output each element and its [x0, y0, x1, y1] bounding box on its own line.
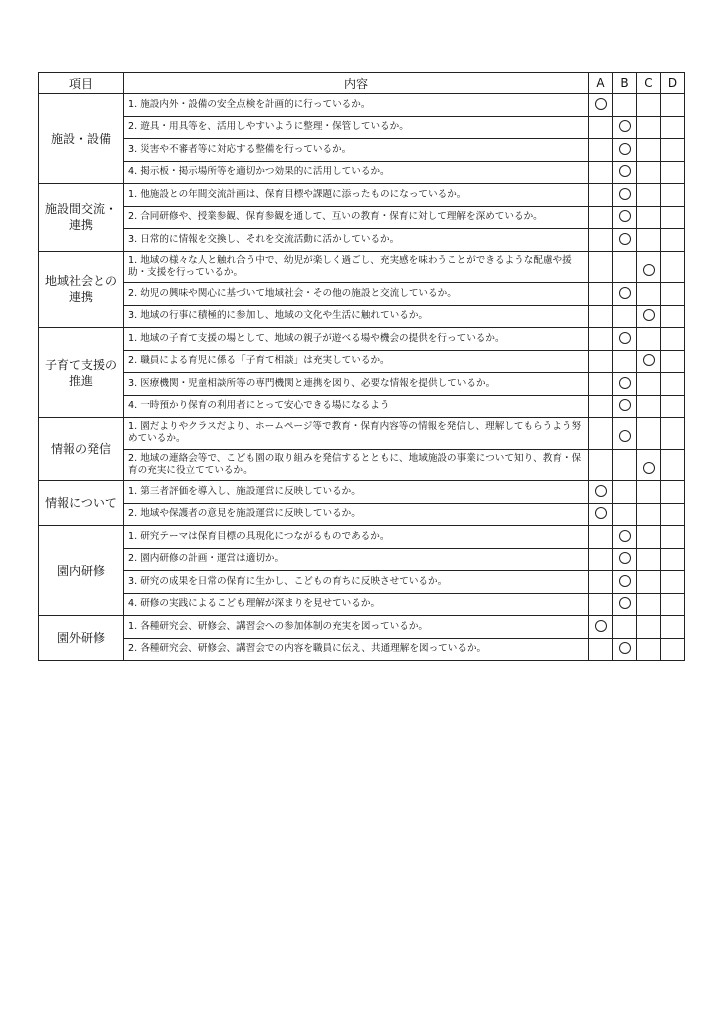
rating-cell-b [613, 229, 637, 252]
rating-cell-b [613, 206, 637, 229]
circle-mark-icon [619, 530, 631, 542]
table-row [39, 395, 685, 418]
rating-cell-c [637, 161, 661, 184]
rating-cell-c [637, 593, 661, 616]
criterion-text: 2. 地域の連絡会等で、こども園の取り組みを発信するとともに、地域施設の事業について知り、教育・保育の充実に役立てているか。 [124, 449, 589, 481]
rating-cell-d [661, 283, 685, 306]
rating-cell-b [613, 593, 637, 616]
rating-cell-a [589, 638, 613, 661]
rating-cell-a [589, 94, 613, 117]
header-b: B [613, 73, 637, 94]
header-item: 項目 [39, 73, 124, 94]
rating-cell-c [637, 571, 661, 594]
rating-cell-c [637, 481, 661, 504]
rating-cell-a [589, 251, 613, 283]
header-d: D [661, 73, 685, 94]
rating-cell-b [613, 503, 637, 526]
rating-cell-c [637, 638, 661, 661]
criterion-text: 1. 園だよりやクラスだより、ホームページ等で教育・保育内容等の情報を発信し、理解してもらうよう努めているか。 [124, 418, 589, 450]
table-row [39, 593, 685, 616]
rating-cell-d [661, 350, 685, 373]
rating-cell-a [589, 328, 613, 351]
table-row [39, 350, 685, 373]
criterion-text: 1. 他施設との年間交流計画は、保育目標や課題に添ったものになっているか。 [124, 184, 589, 207]
table-row [39, 251, 685, 283]
criterion-text: 1. 各種研究会、研修会、講習会への参加体制の充実を図っているか。 [124, 616, 589, 639]
rating-cell-d [661, 373, 685, 396]
rating-cell-d [661, 481, 685, 504]
rating-cell-b [613, 638, 637, 661]
table-row [39, 526, 685, 549]
table-row [39, 373, 685, 396]
table-row [39, 94, 685, 117]
rating-cell-a [589, 116, 613, 139]
rating-cell-d [661, 139, 685, 162]
rating-cell-d [661, 571, 685, 594]
circle-mark-icon [643, 264, 655, 276]
rating-cell-d [661, 593, 685, 616]
rating-cell-c [637, 251, 661, 283]
criterion-text: 1. 施設内外・設備の安全点検を計画的に行っているか。 [124, 94, 589, 117]
rating-cell-b [613, 616, 637, 639]
rating-cell-b [613, 395, 637, 418]
rating-cell-a [589, 593, 613, 616]
table-row [39, 139, 685, 162]
table-row [39, 229, 685, 252]
rating-cell-a [589, 161, 613, 184]
criterion-text: 2. 合同研修や、授業参観、保育参観を通して、互いの教育・保育に対して理解を深めているか。 [124, 206, 589, 229]
table-row [39, 418, 685, 450]
table-row [39, 184, 685, 207]
criterion-text: 1. 研究テーマは保育目標の具現化につながるものであるか。 [124, 526, 589, 549]
rating-cell-c [637, 350, 661, 373]
rating-cell-d [661, 328, 685, 351]
header-row [39, 73, 685, 94]
circle-mark-icon [595, 98, 607, 110]
circle-mark-icon [619, 210, 631, 222]
criterion-text: 3. 医療機関・児童相談所等の専門機関と連携を図り、必要な情報を提供しているか。 [124, 373, 589, 396]
rating-cell-d [661, 206, 685, 229]
criterion-text: 3. 日常的に情報を交換し、それを交流活動に活かしているか。 [124, 229, 589, 252]
table-row [39, 283, 685, 306]
rating-cell-d [661, 395, 685, 418]
rating-cell-c [637, 373, 661, 396]
table-row [39, 616, 685, 639]
category-label: 園内研修 [39, 526, 124, 616]
rating-cell-b [613, 305, 637, 328]
rating-cell-a [589, 526, 613, 549]
rating-cell-b [613, 449, 637, 481]
rating-cell-a [589, 206, 613, 229]
criterion-text: 2. 園内研修の計画・運営は適切か。 [124, 548, 589, 571]
rating-cell-d [661, 638, 685, 661]
rating-cell-c [637, 616, 661, 639]
rating-cell-c [637, 139, 661, 162]
category-label: 情報について [39, 481, 124, 526]
table-row [39, 328, 685, 351]
category-label: 地域社会との連携 [39, 251, 124, 328]
circle-mark-icon [619, 143, 631, 155]
rating-cell-c [637, 184, 661, 207]
rating-cell-b [613, 116, 637, 139]
circle-mark-icon [619, 233, 631, 245]
criterion-text: 3. 地域の行事に積極的に参加し、地域の文化や生活に触れているか。 [124, 305, 589, 328]
criterion-text: 2. 地域や保護者の意見を施設運営に反映しているか。 [124, 503, 589, 526]
circle-mark-icon [595, 620, 607, 632]
rating-cell-a [589, 184, 613, 207]
criterion-text: 3. 研究の成果を日常の保育に生かし、こどもの育ちに反映させているか。 [124, 571, 589, 594]
circle-mark-icon [619, 332, 631, 344]
rating-cell-b [613, 283, 637, 306]
rating-cell-b [613, 94, 637, 117]
rating-cell-d [661, 305, 685, 328]
rating-cell-d [661, 449, 685, 481]
rating-cell-b [613, 328, 637, 351]
rating-cell-c [637, 449, 661, 481]
circle-mark-icon [619, 188, 631, 200]
rating-cell-a [589, 139, 613, 162]
table-row [39, 116, 685, 139]
category-label: 子育て支援の推進 [39, 328, 124, 418]
rating-cell-d [661, 229, 685, 252]
rating-cell-c [637, 395, 661, 418]
rating-cell-c [637, 283, 661, 306]
circle-mark-icon [643, 354, 655, 366]
header-a: A [589, 73, 613, 94]
rating-cell-b [613, 373, 637, 396]
circle-mark-icon [619, 165, 631, 177]
rating-cell-b [613, 526, 637, 549]
criterion-text: 1. 地域の様々な人と触れ合う中で、幼児が楽しく過ごし、充実感を味わうことができるような配慮や援助・支援を行っているか。 [124, 251, 589, 283]
table-row [39, 449, 685, 481]
circle-mark-icon [619, 399, 631, 411]
rating-cell-b [613, 161, 637, 184]
table-row [39, 548, 685, 571]
rating-cell-a [589, 481, 613, 504]
rating-cell-d [661, 251, 685, 283]
rating-cell-b [613, 184, 637, 207]
rating-cell-b [613, 139, 637, 162]
rating-cell-a [589, 283, 613, 306]
criterion-text: 2. 各種研究会、研修会、講習会での内容を職員に伝え、共通理解を図っているか。 [124, 638, 589, 661]
circle-mark-icon [595, 485, 607, 497]
rating-cell-a [589, 229, 613, 252]
category-label: 施設・設備 [39, 94, 124, 184]
rating-cell-d [661, 116, 685, 139]
rating-cell-d [661, 94, 685, 117]
rating-cell-c [637, 548, 661, 571]
header-content: 内容 [124, 73, 589, 94]
circle-mark-icon [643, 462, 655, 474]
rating-cell-a [589, 449, 613, 481]
circle-mark-icon [643, 309, 655, 321]
rating-cell-d [661, 616, 685, 639]
rating-cell-b [613, 418, 637, 450]
rating-cell-d [661, 526, 685, 549]
rating-cell-a [589, 548, 613, 571]
criterion-text: 2. 幼児の興味や関心に基づいて地域社会・その他の施設と交流しているか。 [124, 283, 589, 306]
rating-cell-c [637, 305, 661, 328]
table-body [39, 94, 685, 661]
category-label: 施設間交流・連携 [39, 184, 124, 252]
circle-mark-icon [619, 552, 631, 564]
circle-mark-icon [619, 287, 631, 299]
table-row [39, 481, 685, 504]
circle-mark-icon [619, 642, 631, 654]
rating-cell-d [661, 503, 685, 526]
rating-cell-c [637, 94, 661, 117]
table-row [39, 305, 685, 328]
table-row [39, 503, 685, 526]
rating-cell-b [613, 350, 637, 373]
circle-mark-icon [619, 377, 631, 389]
rating-cell-a [589, 373, 613, 396]
criterion-text: 1. 第三者評価を導入し、施設運営に反映しているか。 [124, 481, 589, 504]
rating-cell-a [589, 395, 613, 418]
rating-cell-c [637, 116, 661, 139]
table-row [39, 638, 685, 661]
rating-cell-c [637, 418, 661, 450]
rating-cell-b [613, 548, 637, 571]
table-row [39, 161, 685, 184]
criterion-text: 4. 一時預かり保育の利用者にとって安心できる場になるよう [124, 395, 589, 418]
rating-cell-d [661, 548, 685, 571]
circle-mark-icon [619, 120, 631, 132]
criterion-text: 1. 地域の子育て支援の場として、地域の親子が遊べる場や機会の提供を行っているか。 [124, 328, 589, 351]
category-label: 園外研修 [39, 616, 124, 661]
rating-cell-c [637, 328, 661, 351]
rating-cell-b [613, 481, 637, 504]
rating-cell-c [637, 229, 661, 252]
rating-cell-d [661, 184, 685, 207]
rating-cell-c [637, 526, 661, 549]
rating-cell-a [589, 503, 613, 526]
rating-cell-a [589, 571, 613, 594]
rating-cell-b [613, 251, 637, 283]
criterion-text: 3. 災害や不審者等に対応する整備を行っているか。 [124, 139, 589, 162]
criterion-text: 2. 職員による育児に係る「子育て相談」は充実しているか。 [124, 350, 589, 373]
rating-cell-a [589, 305, 613, 328]
circle-mark-icon [619, 597, 631, 609]
rating-cell-a [589, 350, 613, 373]
criterion-text: 4. 掲示板・掲示場所等を適切かつ効果的に活用しているか。 [124, 161, 589, 184]
table-row [39, 571, 685, 594]
criterion-text: 4. 研修の実践によるこども理解が深まりを見せているか。 [124, 593, 589, 616]
rating-cell-b [613, 571, 637, 594]
rating-cell-d [661, 161, 685, 184]
evaluation-table [38, 72, 685, 661]
rating-cell-c [637, 503, 661, 526]
circle-mark-icon [595, 507, 607, 519]
rating-cell-a [589, 418, 613, 450]
table-row [39, 206, 685, 229]
header-c: C [637, 73, 661, 94]
criterion-text: 2. 遊具・用具等を、活用しやすいように整理・保管しているか。 [124, 116, 589, 139]
rating-cell-a [589, 616, 613, 639]
circle-mark-icon [619, 430, 631, 442]
circle-mark-icon [619, 575, 631, 587]
category-label: 情報の発信 [39, 418, 124, 481]
rating-cell-c [637, 206, 661, 229]
rating-cell-d [661, 418, 685, 450]
